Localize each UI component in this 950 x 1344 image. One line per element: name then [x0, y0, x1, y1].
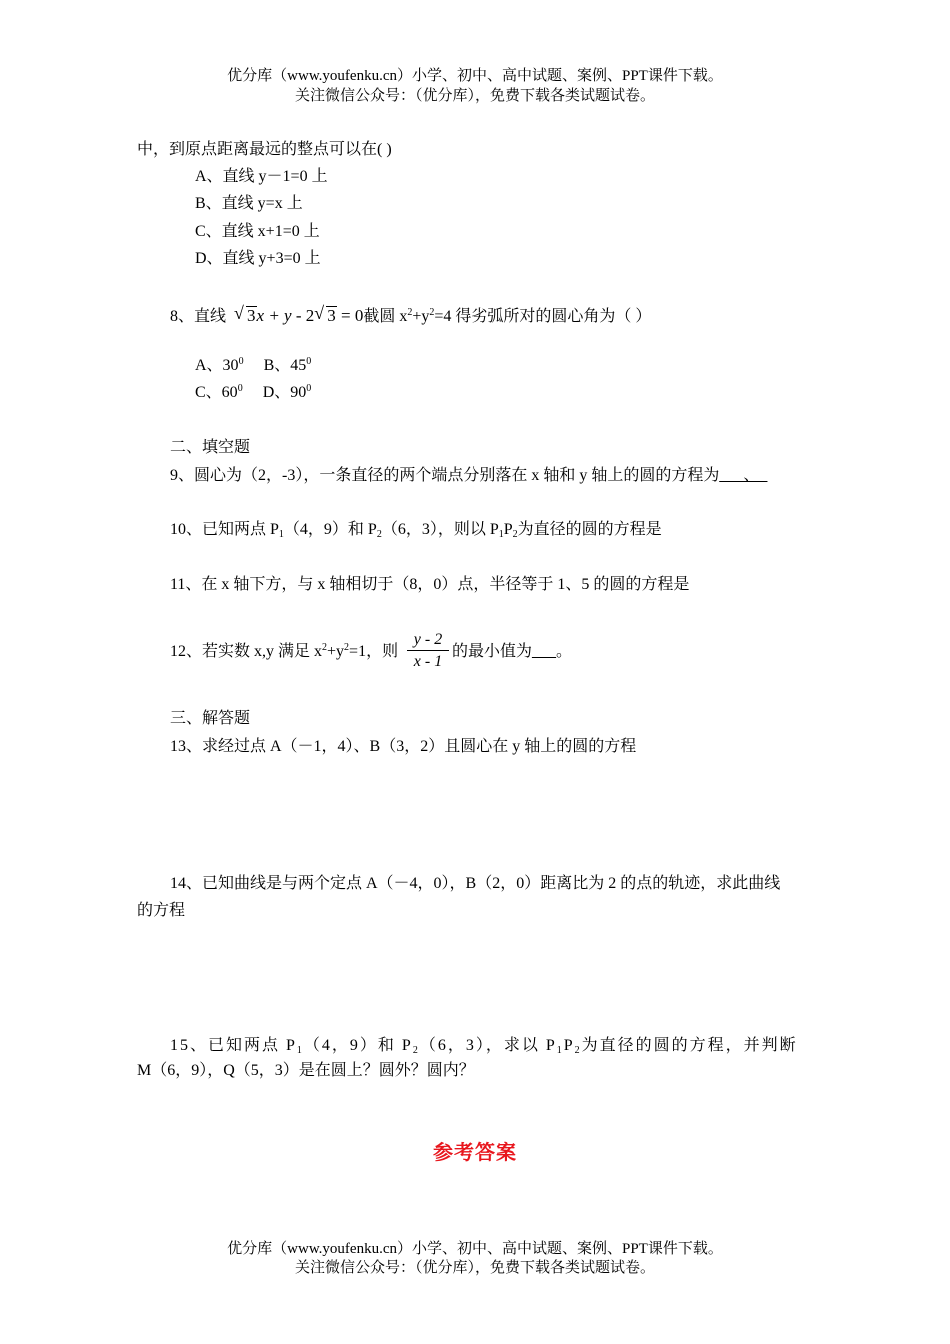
- q14-line-1: 14、已知曲线是与两个定点 A（－4，0），B（2，0）距离比为 2 的点的轨迹，求此曲线: [170, 875, 781, 892]
- footer-line-1: 优分库（www.youfenku.cn）小学、初中、高中试题、案例、PPT课件下载。: [227, 1241, 723, 1257]
- q12-denominator: x - 1: [413, 653, 443, 670]
- q13: 13、求经过点 A（－1，4）、B（3，2）且圆心在 y 轴上的圆的方程: [170, 738, 637, 755]
- header-line-1: 优分库（www.youfenku.cn）小学、初中、高中试题、案例、PPT课件下载。: [227, 68, 723, 84]
- section-3-title: 三、解答题: [170, 710, 251, 727]
- sqrt-symbol: √ 3: [314, 303, 336, 325]
- sqrt-symbol: √ 3: [234, 303, 256, 325]
- q8-options-row-1: A、$30^0$ B、$45^0$: [195, 356, 312, 374]
- q8-formula: √ 3x + y - 2 √ 3 = 0: [234, 303, 364, 325]
- q12-blank: ___: [532, 643, 557, 660]
- footer-line-2: 关注微信公众号：（优分库），免费下载各类试题试卷。: [294, 1260, 655, 1276]
- q8-prefix: 8、直线: [170, 308, 227, 325]
- q7-option-c: C、直线 x+1=0 上: [195, 223, 320, 240]
- q8-options-row-2: C、$60^0$ D、$90^0$: [195, 383, 312, 401]
- q7-option-d: D、直线 y+3=0 上: [195, 250, 321, 267]
- q8-stem: 8、直线 √ 3x + y - 2 √ 3 = 0截圆 $x^2+y^2=4$ 得劣弧所对的圆心角为（ ）: [170, 303, 652, 325]
- answers-title: 参考答案: [433, 1142, 517, 1164]
- q15-line-2: M（6，9），Q（5，3）是在圆上？圆外？圆内？: [137, 1062, 475, 1079]
- q7-option-b: B、直线 y=x 上: [195, 195, 303, 212]
- q15-line-1: 15、已知两点 $P_1(4$，9）和 $P_2(6$，3），求以 $P_1P_2$为直径的圆的方程，并判断: [170, 1037, 798, 1056]
- q12-fraction: [407, 630, 449, 673]
- q11: 11、在 x 轴下方，与 x 轴相切于（8，0）点，半径等于 1、5 的圆的方程是: [170, 576, 690, 593]
- header-line-2: 关注微信公众号：（优分库），免费下载各类试题试卷。: [294, 88, 655, 104]
- q7-stem-tail: 中，到原点距离最远的整点可以在( ): [137, 141, 392, 158]
- q12: 12、若实数 x,y 满足 $x^2+y^2=1$，则: [170, 642, 399, 660]
- q14-line-2: 的方程: [137, 902, 186, 919]
- q12-numerator: y - 2: [407, 630, 449, 651]
- q9-blank: ___、_: [719, 467, 768, 484]
- section-2-title: 二、填空题: [170, 439, 251, 456]
- q7-option-a: A、直线 y－1=0 上: [195, 168, 328, 185]
- q12-tail: 的最小值为___。: [452, 643, 573, 660]
- q9: 9、圆心为（2，-3），一条直径的两个端点分别落在 x 轴和 y 轴上的圆的方程为___、_: [170, 467, 768, 484]
- q10: 10、已知两点 $P_1(4$，9）和 $P_2(6$，3），则以 $P_1P_2$为直径的圆的方程是: [170, 521, 662, 540]
